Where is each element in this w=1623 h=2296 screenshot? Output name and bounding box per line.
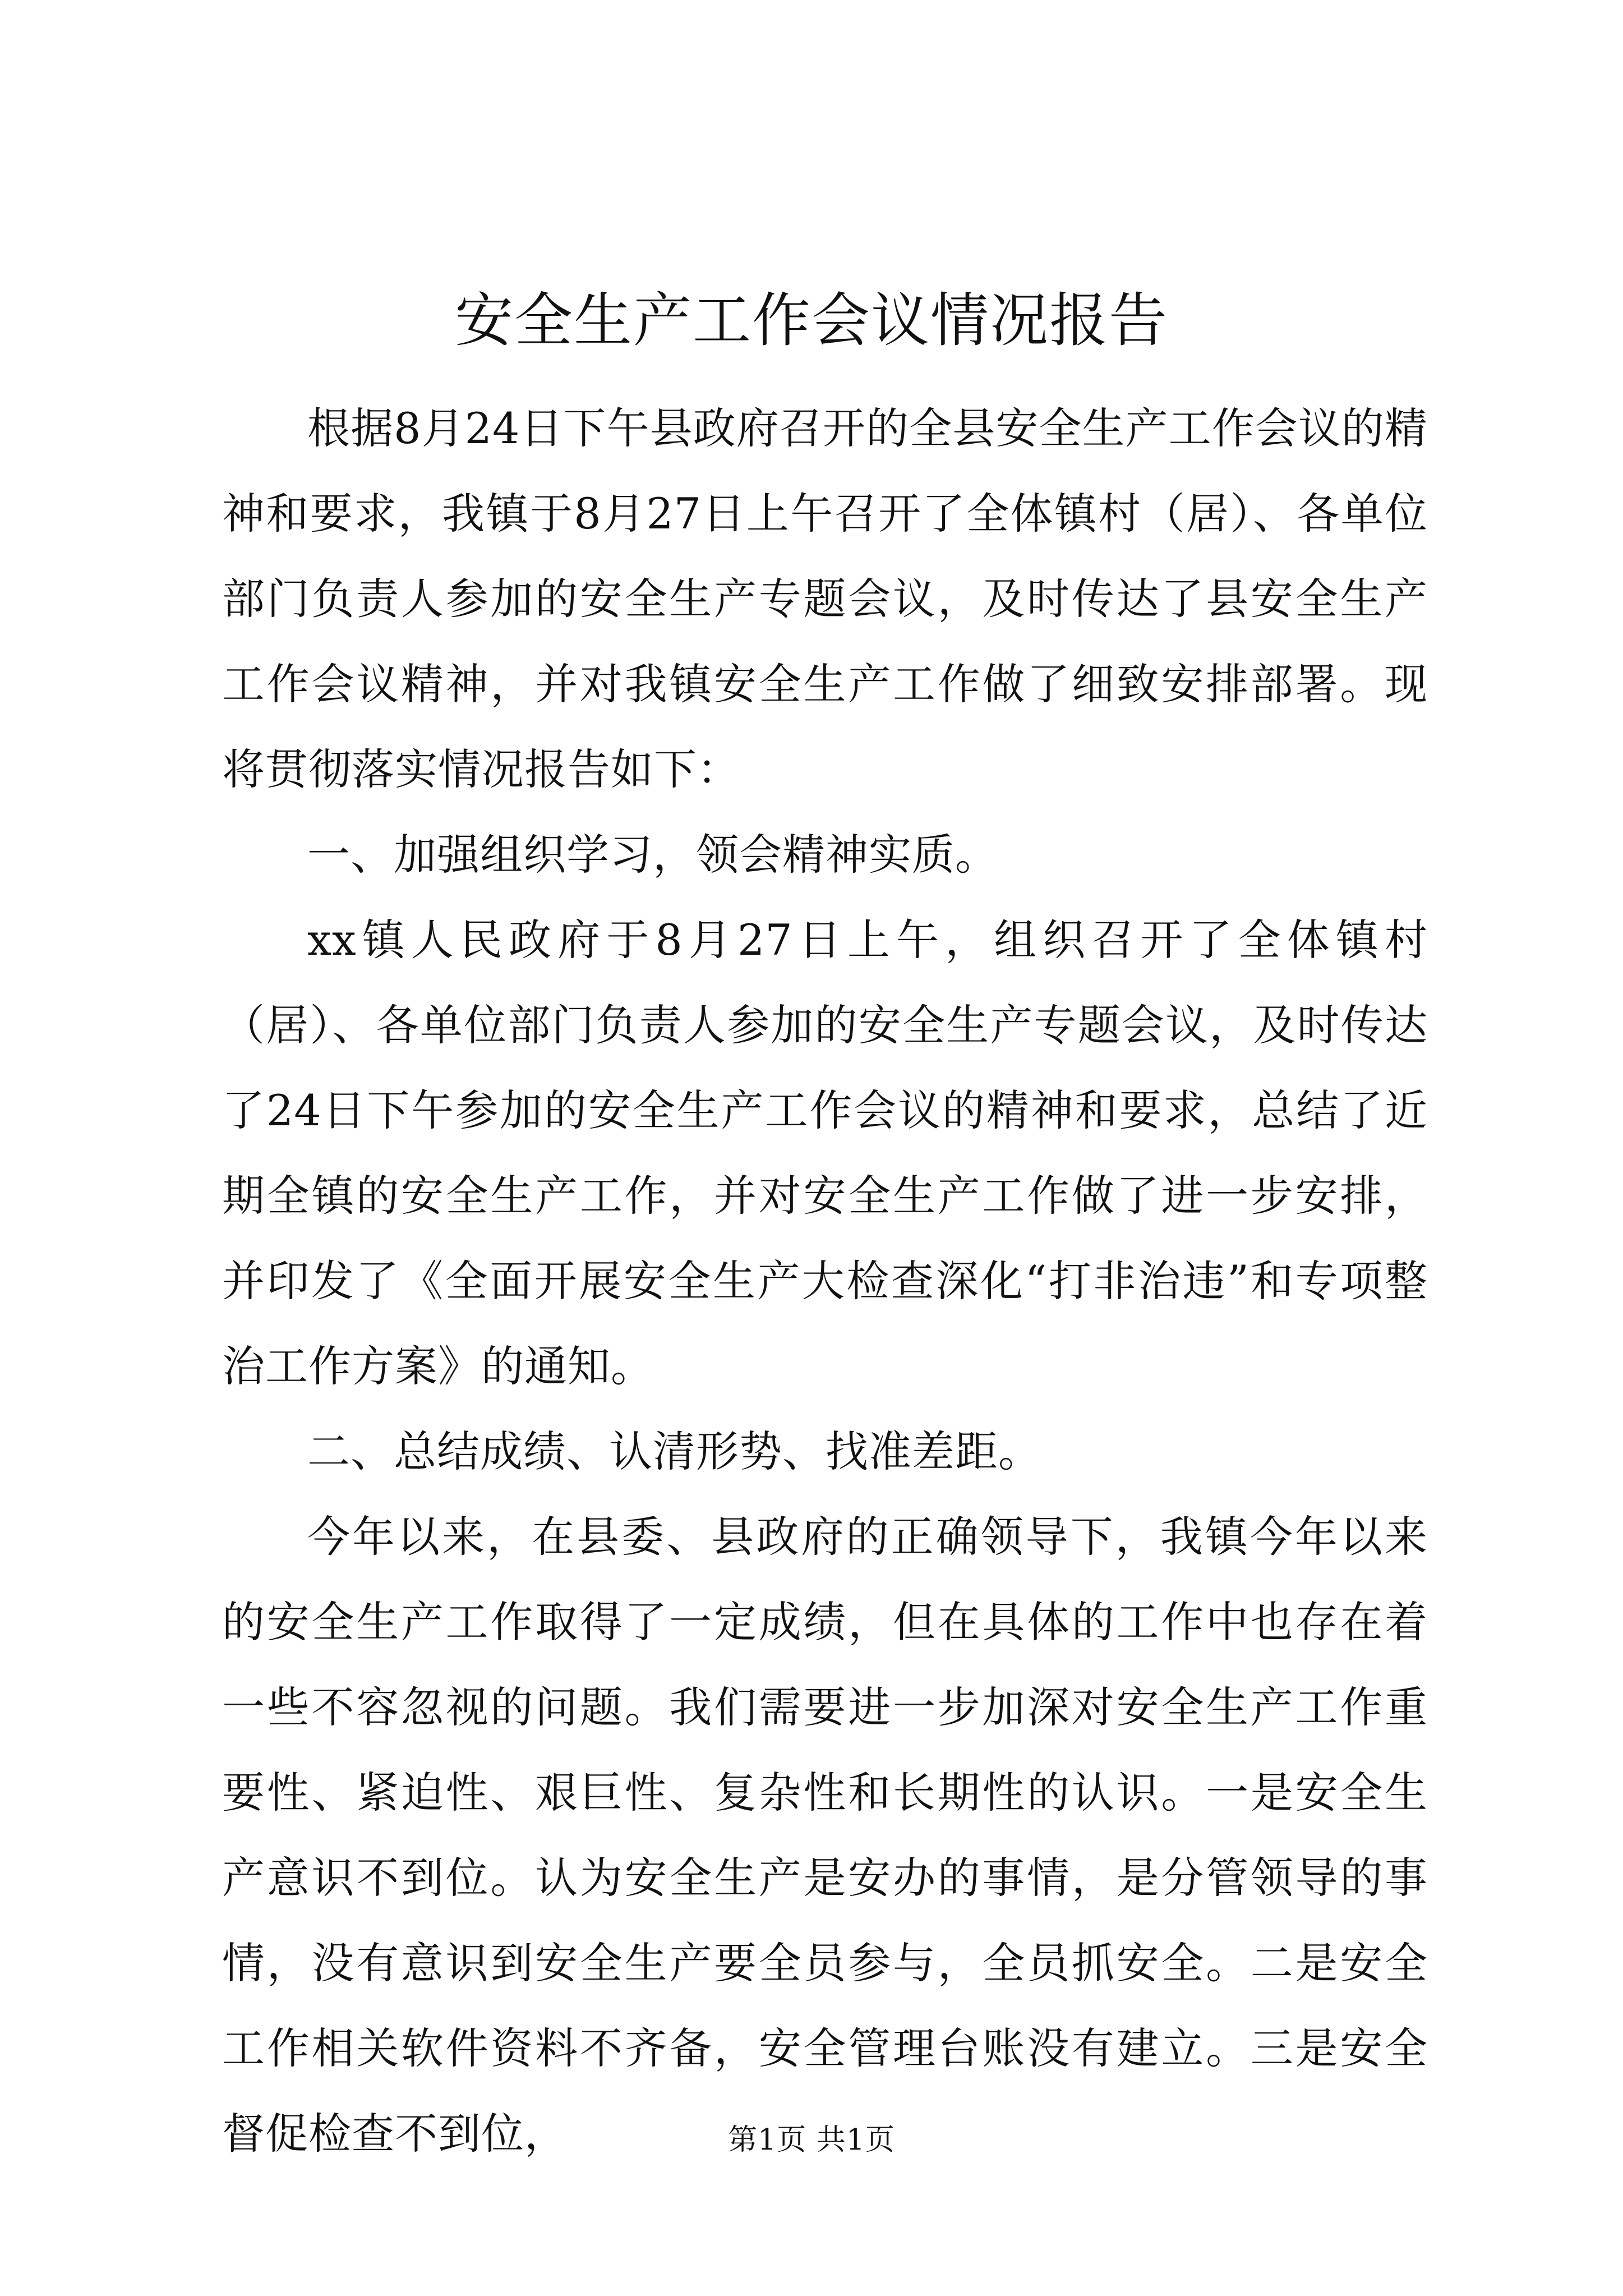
paragraph-intro: 根据8月24日下午县政府召开的全县安全生产工作会议的精神和要求，我镇于8月27日上午召开了全体镇村（居）、各单位部门负责人参加的安全生产专题会议，及时传达了县安全生产工作会议精神，并对我镇安全生产工作做了细致安排部署。现将贯彻落实情况报告如下： [222,403,1428,794]
paragraph-section-1: xx镇人民政府于8月27日上午，组织召开了全体镇村（居）、各单位部门负责人参加的安全生产专题会议，及时传达了24日下午参加的安全生产工作会议的精神和要求，总结了近期全镇的安全生产工作，并对安全生产工作做了进一步安排，并印发了《全面开展安全生产大检查深化“打非治违”和专项整治工作方案》的通知。 [222,915,1428,1391]
page-number-footer: 第1页 共1页 [728,2123,895,2157]
document-body [222,386,1428,2177]
paragraph-section-2: 今年以来，在县委、县政府的正确领导下，我镇今年以来的安全生产工作取得了一定成绩，但在具体的工作中也存在着一些不容忽视的问题。我们需要进一步加深对安全生产工作重要性、紧迫性、艰巨性、复杂性和长期性的认识。一是安全生产意识不到位。认为安全生产是安办的事情，是分管领导的事情，没有意识到安全生产要全员参与，全员抓安全。二是安全工作相关软件资料不齐备，安全管理台账没有建立。三是安全督促检查不到位， [222,1512,1428,2159]
section-heading-2: 二、总结成绩、认清形势、找准差距。 [307,1427,1041,1476]
section-heading-1: 一、加强组织学习，领会精神实质。 [307,830,998,880]
document-title: 安全生产工作会议情况报告 [454,286,1168,355]
